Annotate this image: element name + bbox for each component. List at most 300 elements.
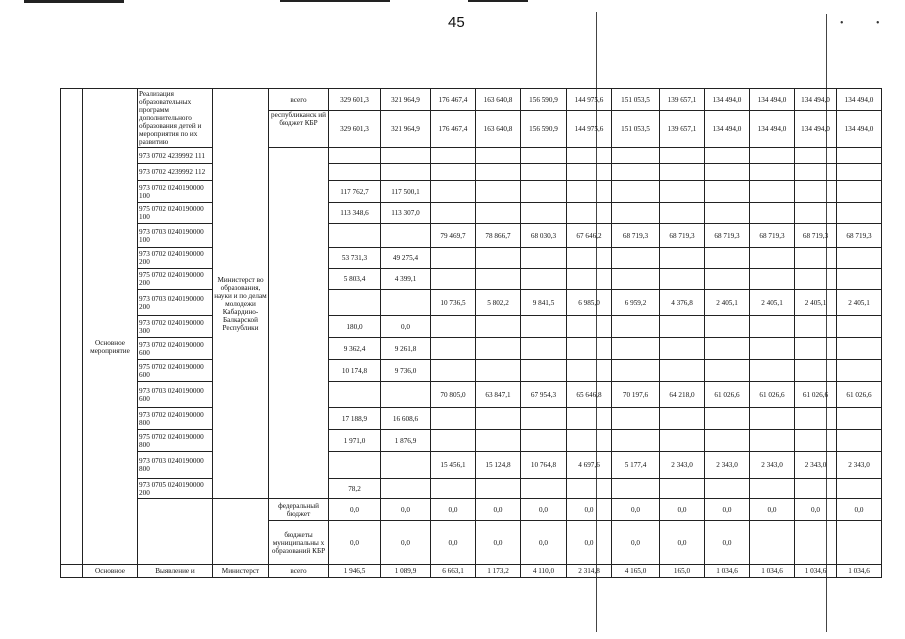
amount-cell [476,248,521,269]
amount-cell: 0,0 [431,521,476,565]
amount-cell [521,269,567,290]
amount-cell: 144 975,6 [567,89,612,111]
amount-cell: 61 026,6 [750,382,795,408]
table-row [61,430,882,452]
amount-cell [660,181,705,203]
amount-cell: 9 736,0 [381,360,431,382]
amount-cell [521,248,567,269]
amount-cell [612,408,660,430]
scan-artifact-dot: • [840,18,844,29]
amount-cell: 2 405,1 [837,290,882,316]
funding-source-cell [269,148,329,499]
amount-cell [612,316,660,338]
scan-artifact-line [280,0,390,2]
table-row [61,479,882,499]
amount-cell [381,148,431,164]
amount-cell [750,269,795,290]
amount-cell: 4 110,0 [521,565,567,578]
table-row [61,269,882,290]
budget-code-cell: 973 0703 0240190000 200 [138,290,213,316]
amount-cell [837,181,882,203]
amount-cell [521,430,567,452]
budget-code-cell: 975 0702 0240190000 600 [138,360,213,382]
amount-cell: 151 053,5 [612,89,660,111]
amount-cell [431,181,476,203]
amount-cell: 67 954,3 [521,382,567,408]
amount-cell: 176 467,4 [431,89,476,111]
amount-cell [476,479,521,499]
amount-cell [795,203,837,224]
funding-source-cell: всего [269,89,329,111]
amount-cell [431,316,476,338]
amount-cell [837,148,882,164]
amount-cell [837,430,882,452]
amount-cell [567,338,612,360]
amount-cell [431,479,476,499]
amount-cell: 1 089,9 [381,565,431,578]
budget-code-cell: 973 0702 0240190000 100 [138,181,213,203]
budget-code-cell: 973 0702 4239992 111 [138,148,213,164]
amount-cell [567,479,612,499]
type-cell: Основное [83,565,138,578]
amount-cell [521,181,567,203]
amount-cell [567,408,612,430]
amount-cell: 151 053,5 [612,111,660,148]
budget-code-cell: 973 0702 0240190000 300 [138,316,213,338]
amount-cell [567,316,612,338]
amount-cell [521,164,567,181]
budget-code-cell: 973 0702 0240190000 800 [138,408,213,430]
table-row [61,360,882,382]
scan-artifact-line [468,0,528,2]
table-row [61,181,882,203]
amount-cell: 10 736,5 [431,290,476,316]
amount-cell: 4 165,0 [612,565,660,578]
amount-cell: 0,0 [567,521,612,565]
amount-cell [750,148,795,164]
amount-cell: 180,0 [329,316,381,338]
amount-cell: 156 590,9 [521,89,567,111]
amount-cell [431,203,476,224]
amount-cell: 9 841,5 [521,290,567,316]
amount-cell [705,203,750,224]
amount-cell: 0,0 [795,499,837,521]
amount-cell: 144 975,6 [567,111,612,148]
amount-cell: 156 590,9 [521,111,567,148]
amount-cell [660,316,705,338]
amount-cell: 134 494,0 [795,89,837,111]
amount-cell: 0,0 [381,499,431,521]
amount-cell [329,224,381,248]
amount-cell [431,430,476,452]
amount-cell: 0,0 [329,499,381,521]
amount-cell [660,148,705,164]
amount-cell [660,164,705,181]
amount-cell [431,248,476,269]
amount-cell: 0,0 [660,521,705,565]
amount-cell: 67 646,2 [567,224,612,248]
amount-cell [837,360,882,382]
amount-cell: 139 657,1 [660,89,705,111]
amount-cell [381,382,431,408]
amount-cell [795,479,837,499]
table-row [61,452,882,479]
amount-cell: 2 343,0 [660,452,705,479]
budget-code-cell: 973 0705 0240190000 200 [138,479,213,499]
amount-cell [795,269,837,290]
amount-cell: 0,0 [381,521,431,565]
amount-cell: 68 030,3 [521,224,567,248]
amount-cell: 15 124,8 [476,452,521,479]
amount-cell: 0,0 [476,521,521,565]
amount-cell: 0,0 [612,521,660,565]
amount-cell [705,338,750,360]
amount-cell: 0,0 [705,521,750,565]
amount-cell [567,203,612,224]
amount-cell [431,148,476,164]
table-row [61,164,882,181]
amount-cell: 61 026,6 [837,382,882,408]
amount-cell [476,148,521,164]
budget-code-cell: 973 0703 0240190000 100 [138,224,213,248]
table-row [61,316,882,338]
amount-cell [837,164,882,181]
table-row [61,382,882,408]
empty-cell [138,499,213,565]
table-row [61,499,882,521]
table-row [61,290,882,316]
empty-cell [213,499,269,565]
amount-cell [567,181,612,203]
amount-cell [476,338,521,360]
amount-cell: 5 802,2 [476,290,521,316]
amount-cell: 1 876,9 [381,430,431,452]
amount-cell: 2 343,0 [795,452,837,479]
amount-cell: 0,0 [612,499,660,521]
amount-cell [660,248,705,269]
amount-cell [521,338,567,360]
amount-cell: 17 188,9 [329,408,381,430]
amount-cell [476,316,521,338]
amount-cell [750,521,795,565]
amount-cell [837,479,882,499]
amount-cell: 0,0 [431,499,476,521]
row-number-cell [61,565,83,578]
amount-cell [837,269,882,290]
amount-cell [476,269,521,290]
amount-cell [795,521,837,565]
page-number: 45 [448,14,465,31]
amount-cell: 321 964,9 [381,89,431,111]
amount-cell: 134 494,0 [837,89,882,111]
amount-cell [837,203,882,224]
amount-cell [521,360,567,382]
amount-cell: 68 719,3 [612,224,660,248]
amount-cell [521,408,567,430]
amount-cell [750,360,795,382]
table-row [61,224,882,248]
amount-cell: 134 494,0 [750,111,795,148]
amount-cell [567,269,612,290]
amount-cell: 2 343,0 [705,452,750,479]
amount-cell [750,430,795,452]
amount-cell [567,248,612,269]
amount-cell: 0,0 [521,499,567,521]
amount-cell [750,479,795,499]
amount-cell: 134 494,0 [705,111,750,148]
amount-cell: 1 971,0 [329,430,381,452]
amount-cell [567,164,612,181]
amount-cell: 68 719,3 [837,224,882,248]
amount-cell [381,479,431,499]
amount-cell [612,164,660,181]
amount-cell: 2 343,0 [750,452,795,479]
amount-cell [431,360,476,382]
amount-cell [705,430,750,452]
amount-cell: 113 307,0 [381,203,431,224]
amount-cell: 6 985,0 [567,290,612,316]
budget-code-cell: 973 0702 0240190000 200 [138,248,213,269]
amount-cell: 0,0 [567,499,612,521]
funding-source-cell: бюджеты муниципальны х образований КБР [269,521,329,565]
amount-cell [660,203,705,224]
table-row [61,565,882,578]
amount-cell: 1 034,6 [705,565,750,578]
table-row [61,338,882,360]
budget-code-cell: 973 0703 0240190000 800 [138,452,213,479]
row-number-cell [61,89,83,565]
amount-cell [612,338,660,360]
amount-cell [381,452,431,479]
amount-cell [476,408,521,430]
amount-cell [431,338,476,360]
amount-cell [795,164,837,181]
amount-cell: 321 964,9 [381,111,431,148]
amount-cell [567,360,612,382]
amount-cell: 0,0 [521,521,567,565]
amount-cell [705,316,750,338]
amount-cell [476,360,521,382]
amount-cell [795,408,837,430]
amount-cell: 0,0 [705,499,750,521]
amount-cell [329,382,381,408]
amount-cell [612,203,660,224]
scan-artifact-line [24,0,124,3]
amount-cell: 68 719,3 [750,224,795,248]
amount-cell [837,248,882,269]
amount-cell [660,430,705,452]
amount-cell [750,338,795,360]
amount-cell: 78,2 [329,479,381,499]
amount-cell: 5 803,4 [329,269,381,290]
amount-cell: 1 034,6 [795,565,837,578]
amount-cell [660,269,705,290]
amount-cell [521,316,567,338]
budget-code-cell: 975 0702 0240190000 800 [138,430,213,452]
amount-cell: 329 601,3 [329,111,381,148]
amount-cell [476,181,521,203]
table-row [61,203,882,224]
amount-cell: 0,0 [381,316,431,338]
funding-source-cell: федеральный бюджет [269,499,329,521]
amount-cell [705,360,750,382]
amount-cell: 61 026,6 [705,382,750,408]
amount-cell: 9 362,4 [329,338,381,360]
amount-cell [612,181,660,203]
amount-cell [381,224,431,248]
amount-cell: 176 467,4 [431,111,476,148]
funding-source-cell: республиканск ий бюджет КБР [269,111,329,148]
amount-cell [837,521,882,565]
amount-cell: 1 173,2 [476,565,521,578]
type-cell: Основное мероприятие [83,89,138,565]
executor-cell: Министерст [213,565,269,578]
amount-cell: 6 663,1 [431,565,476,578]
amount-cell: 10 174,8 [329,360,381,382]
amount-cell: 79 469,7 [431,224,476,248]
amount-cell: 68 719,3 [795,224,837,248]
amount-cell: 134 494,0 [837,111,882,148]
amount-cell [329,290,381,316]
amount-cell: 61 026,6 [795,382,837,408]
amount-cell: 117 762,7 [329,181,381,203]
amount-cell: 0,0 [750,499,795,521]
amount-cell: 2 314,8 [567,565,612,578]
amount-cell: 329 601,3 [329,89,381,111]
budget-code-cell: 973 0702 0240190000 600 [138,338,213,360]
amount-cell [567,430,612,452]
amount-cell [521,148,567,164]
amount-cell [837,408,882,430]
amount-cell [329,452,381,479]
amount-cell: 117 500,1 [381,181,431,203]
amount-cell [660,360,705,382]
amount-cell [705,479,750,499]
table-row [61,248,882,269]
amount-cell: 16 608,6 [381,408,431,430]
amount-cell [705,248,750,269]
amount-cell: 134 494,0 [795,111,837,148]
measure-name-cell: Реализация образовательных программ дополнительного образования детей и мероприятия по их развитию [138,89,213,148]
budget-code-cell: 975 0702 0240190000 200 [138,269,213,290]
amount-cell: 10 764,8 [521,452,567,479]
amount-cell: 2 405,1 [705,290,750,316]
amount-cell: 163 640,8 [476,111,521,148]
amount-cell [750,248,795,269]
amount-cell: 63 847,1 [476,382,521,408]
amount-cell: 0,0 [329,521,381,565]
amount-cell: 139 657,1 [660,111,705,148]
amount-cell [795,248,837,269]
amount-cell: 1 946,5 [329,565,381,578]
amount-cell [837,316,882,338]
amount-cell [431,408,476,430]
budget-code-cell: 975 0702 0240190000 100 [138,203,213,224]
amount-cell [476,203,521,224]
budget-code-cell: 973 0702 4239992 112 [138,164,213,181]
measure-name-cell: Выявление и [138,565,213,578]
amount-cell [750,203,795,224]
amount-cell [795,430,837,452]
amount-cell [795,338,837,360]
amount-cell: 68 719,3 [705,224,750,248]
scan-artifact-dot: • [876,18,880,29]
amount-cell [329,148,381,164]
table-row [61,89,882,111]
amount-cell [795,316,837,338]
amount-cell: 49 275,4 [381,248,431,269]
amount-cell [431,269,476,290]
amount-cell: 165,0 [660,565,705,578]
amount-cell: 78 866,7 [476,224,521,248]
amount-cell: 113 348,6 [329,203,381,224]
budget-code-cell: 973 0703 0240190000 600 [138,382,213,408]
amount-cell: 70 805,0 [431,382,476,408]
amount-cell [705,148,750,164]
amount-cell: 2 405,1 [750,290,795,316]
amount-cell: 134 494,0 [705,89,750,111]
amount-cell [795,181,837,203]
amount-cell: 70 197,6 [612,382,660,408]
amount-cell [329,164,381,181]
amount-cell [837,338,882,360]
amount-cell [381,290,431,316]
amount-cell [660,338,705,360]
table-body [61,89,882,578]
amount-cell [660,479,705,499]
amount-cell: 4 697,6 [567,452,612,479]
amount-cell [750,316,795,338]
amount-cell [750,164,795,181]
amount-cell [612,248,660,269]
amount-cell [705,408,750,430]
amount-cell: 64 218,0 [660,382,705,408]
amount-cell [612,430,660,452]
amount-cell [612,479,660,499]
amount-cell: 4 399,1 [381,269,431,290]
amount-cell [705,181,750,203]
amount-cell [476,164,521,181]
amount-cell [612,269,660,290]
amount-cell: 65 646,8 [567,382,612,408]
amount-cell: 163 640,8 [476,89,521,111]
amount-cell [521,203,567,224]
amount-cell [660,408,705,430]
executor-cell: Министерст во образования, науки и по делам молодежи Кабардино-Балкарской Республики [213,89,269,499]
amount-cell: 134 494,0 [750,89,795,111]
amount-cell [795,360,837,382]
amount-cell: 1 034,6 [750,565,795,578]
amount-cell [431,164,476,181]
amount-cell [705,164,750,181]
amount-cell [476,430,521,452]
amount-cell [381,164,431,181]
amount-cell: 6 959,2 [612,290,660,316]
funding-source-cell: всего [269,565,329,578]
amount-cell [795,148,837,164]
table-row [61,148,882,164]
amount-cell: 0,0 [476,499,521,521]
amount-cell: 2 343,0 [837,452,882,479]
amount-cell: 15 456,1 [431,452,476,479]
budget-table [60,88,882,578]
amount-cell: 0,0 [837,499,882,521]
amount-cell: 9 261,8 [381,338,431,360]
amount-cell: 4 376,8 [660,290,705,316]
amount-cell [750,408,795,430]
amount-cell [750,181,795,203]
amount-cell [612,360,660,382]
